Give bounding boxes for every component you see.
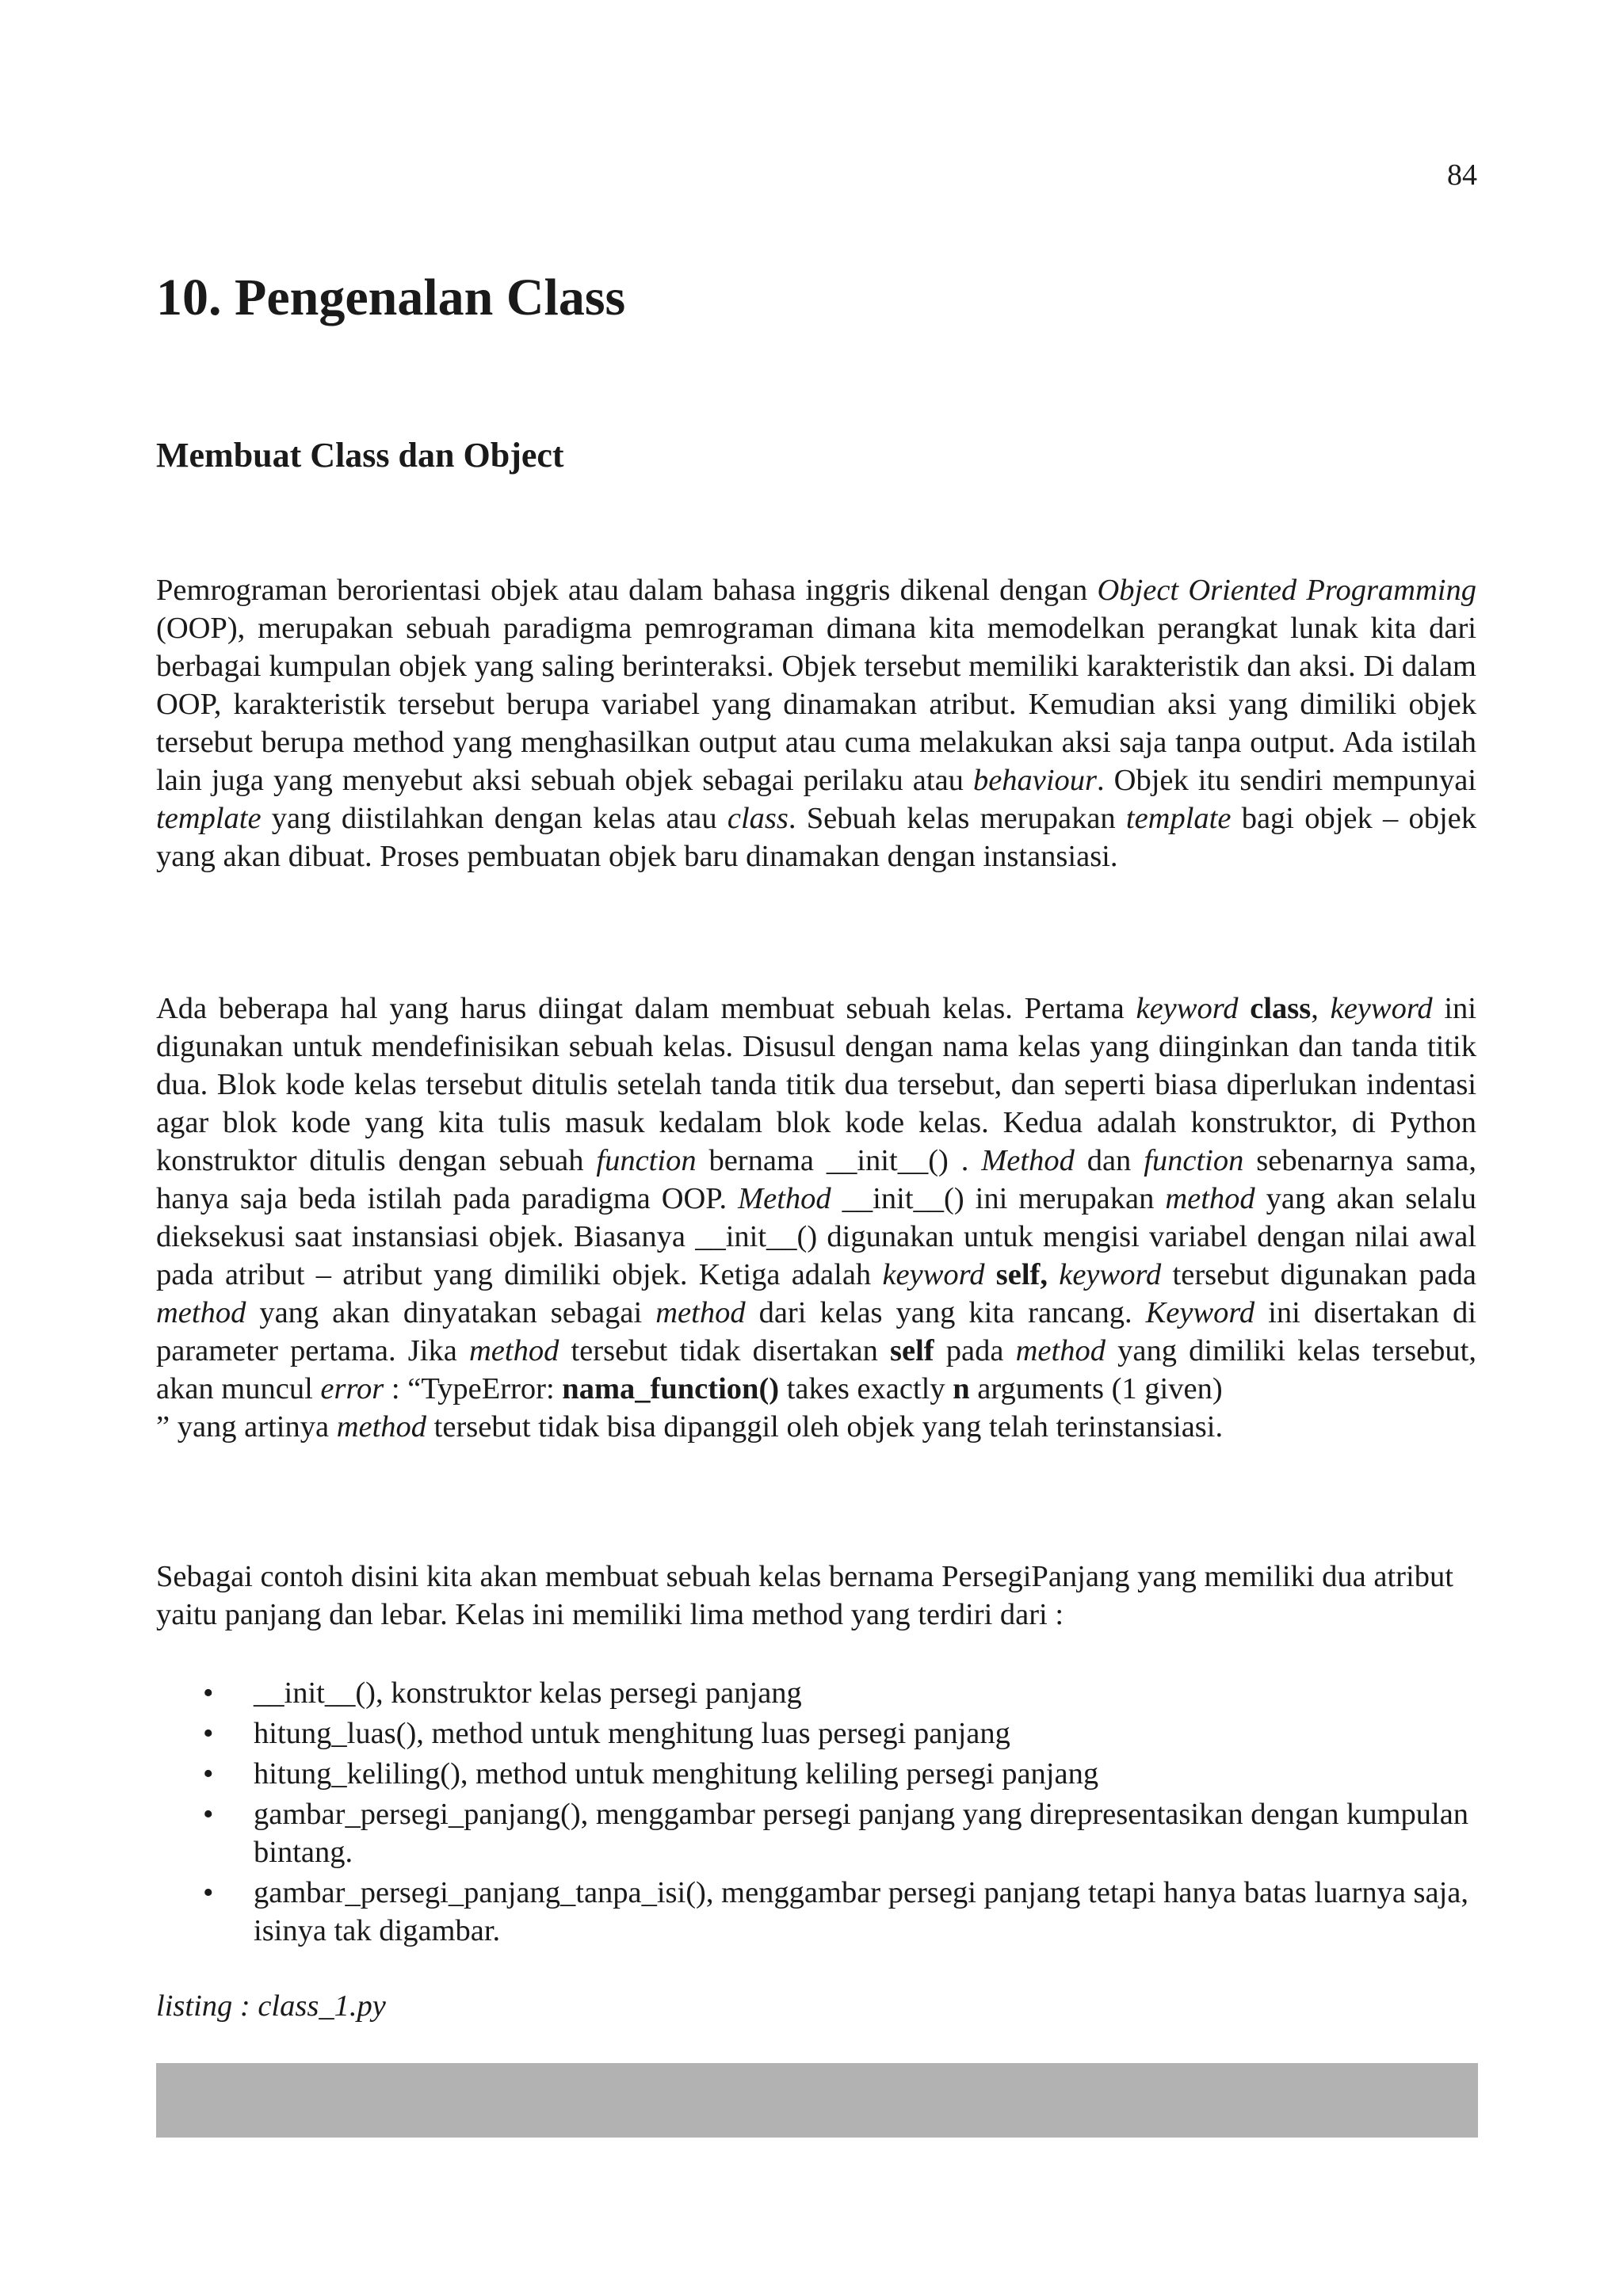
text-run: behaviour: [972, 764, 1098, 797]
chapter-title: 10. Pengenalan Class: [156, 269, 626, 326]
text-run: Pemrograman berorientasi objek atau dalam bahasa inggris dikenal dengan: [156, 574, 1098, 607]
list-item: [156, 1755, 1476, 1793]
method-list: [156, 1674, 1476, 1952]
text-run: Method: [981, 1144, 1075, 1177]
paragraph-class-rules: [156, 990, 1476, 1446]
text-run: yang dimiliki kelas tersebut, akan muncul: [156, 1334, 1476, 1405]
text-run: self: [890, 1334, 934, 1367]
text-run: template: [1125, 802, 1232, 835]
paragraph-example-intro: Sebagai contoh disini kita akan membuat sebuah kelas bernama PersegiPanjang yang memiliki dua atribut yaitu panjang dan lebar. Kelas ini memiliki lima method yang terdiri dari :: [156, 1560, 1453, 1631]
text-run: dan: [1074, 1144, 1144, 1177]
page-number: 84: [1447, 158, 1477, 192]
list-item-text: hitung_keliling(), method untuk menghitung keliling persegi panjang: [254, 1757, 1099, 1791]
bullet-icon: •: [203, 1798, 214, 1831]
text-run: sebenarnya sama, hanya saja beda istilah pada paradigma OOP.: [156, 1144, 1477, 1215]
text-run: [984, 1258, 995, 1291]
text-run: error: [320, 1372, 384, 1405]
list-item: [156, 1674, 1476, 1712]
text-run: ” yang artinya: [156, 1410, 337, 1444]
text-run: . Objek itu sendiri mempunyai: [1097, 764, 1476, 797]
text-run: ,: [1311, 992, 1331, 1025]
text-run: function: [1144, 1144, 1244, 1177]
text-run: Keyword: [1145, 1296, 1255, 1329]
list-item-text: gambar_persegi_panjang(), menggambar persegi panjang yang direpresentasikan dengan kumpulan bintang.: [254, 1798, 1469, 1869]
text-run: nama_function(): [562, 1372, 780, 1405]
text-run: tersebut tidak bisa dipanggil oleh objek yang telah terinstansiasi.: [426, 1410, 1224, 1444]
bullet-icon: •: [203, 1676, 214, 1710]
text-run: [1239, 992, 1251, 1025]
text-run: Method: [738, 1182, 831, 1215]
bullet-icon: •: [203, 1717, 214, 1750]
text-run: . Sebuah kelas merupakan: [788, 802, 1126, 835]
list-item-text: gambar_persegi_panjang_tanpa_isi(), menggambar persegi panjang tetapi hanya batas luarnya saja, isinya tak digambar.: [254, 1876, 1469, 1947]
listing-caption: listing : class_1.py: [156, 1989, 386, 2023]
text-run: Ada beberapa hal yang harus diingat dalam membuat sebuah kelas. Pertama: [156, 992, 1136, 1025]
text-run: function: [596, 1144, 697, 1177]
text-run: class: [727, 802, 789, 835]
bullet-icon: •: [203, 1757, 214, 1791]
paragraph-oop-intro: [156, 571, 1476, 875]
text-run: takes exactly: [779, 1372, 953, 1405]
code-listing-block: [156, 2063, 1478, 2138]
text-run: method: [655, 1296, 746, 1329]
text-run: yang akan dinyatakan sebagai: [246, 1296, 656, 1329]
bullet-icon: •: [203, 1876, 214, 1909]
text-run: bernama __init__() .: [696, 1144, 982, 1177]
list-item: [156, 1874, 1476, 1950]
text-run: ini disertakan di parameter pertama. Jika: [156, 1296, 1476, 1367]
text-run: tersebut tidak disertakan: [559, 1334, 891, 1367]
text-run: keyword: [882, 1258, 985, 1291]
text-run: keyword: [1330, 992, 1433, 1025]
text-run: method: [1165, 1182, 1255, 1215]
text-run: (OOP), merupakan sebuah paradigma pemrograman dimana kita memodelkan perangkat lunak kita dari berbagai kumpulan objek yang saling berinteraksi. Objek tersebut memiliki karakteristik dan aksi. Di dalam OOP, karakteristik tersebut berupa variabel yang dinamakan atribut. Kemudian aksi yang dimiliki objek tersebut berupa method yang menghasilkan output atau cuma melakukan aksi saja tanpa output. Ada istilah lain juga yang menyebut aksi sebuah objek sebagai perilaku atau: [156, 612, 1476, 797]
text-run: ini digunakan untuk mendefinisikan sebuah kelas. Disusul dengan nama kelas yang diinginkan dan tanda titik dua. Blok kode kelas tersebut ditulis setelah tanda titik dua tersebut, dan seperti biasa diperlukan indentasi agar blok kode yang kita tulis masuk kedalam blok kode kelas. Kedua adalah konstruktor, di Python konstruktor ditulis dengan sebuah: [156, 992, 1477, 1177]
text-run: n: [953, 1372, 970, 1405]
text-run: method: [156, 1296, 246, 1329]
text-run: pada: [934, 1334, 1016, 1367]
text-run: template: [156, 802, 262, 835]
text-run: yang akan selalu dieksekusi saat instansiasi objek. Biasanya __init__() digunakan untuk mengisi variabel dengan nilai awal pada atribut – atribut yang dimiliki objek. Ketiga adalah: [156, 1182, 1476, 1291]
list-item-text: hitung_luas(), method untuk menghitung luas persegi panjang: [254, 1717, 1010, 1750]
text-run: method: [336, 1410, 427, 1444]
list-item: [156, 1714, 1476, 1753]
text-run: self,: [995, 1258, 1048, 1291]
text-run: method: [1015, 1334, 1106, 1367]
text-run: [1048, 1258, 1059, 1291]
text-run: class: [1250, 992, 1312, 1025]
text-run: bagi objek – objek yang akan dibuat. Proses pembuatan objek baru dinamakan dengan instansiasi.: [156, 802, 1476, 873]
text-run: Object Oriented Programming: [1097, 574, 1476, 607]
text-run: __init__() ini merupakan: [831, 1182, 1166, 1215]
text-run: arguments (1 given): [969, 1372, 1223, 1405]
list-item-text: __init__(), konstruktor kelas persegi panjang: [254, 1676, 802, 1710]
text-run: tersebut digunakan pada: [1161, 1258, 1477, 1291]
text-run: keyword: [1059, 1258, 1162, 1291]
text-run: keyword: [1136, 992, 1239, 1025]
text-run: : “TypeError:: [384, 1372, 563, 1405]
text-run: yang diistilahkan dengan kelas atau: [261, 802, 727, 835]
section-heading: Membuat Class dan Object: [156, 436, 564, 475]
list-item: [156, 1795, 1476, 1871]
text-run: dari kelas yang kita rancang.: [745, 1296, 1146, 1329]
text-run: method: [468, 1334, 559, 1367]
